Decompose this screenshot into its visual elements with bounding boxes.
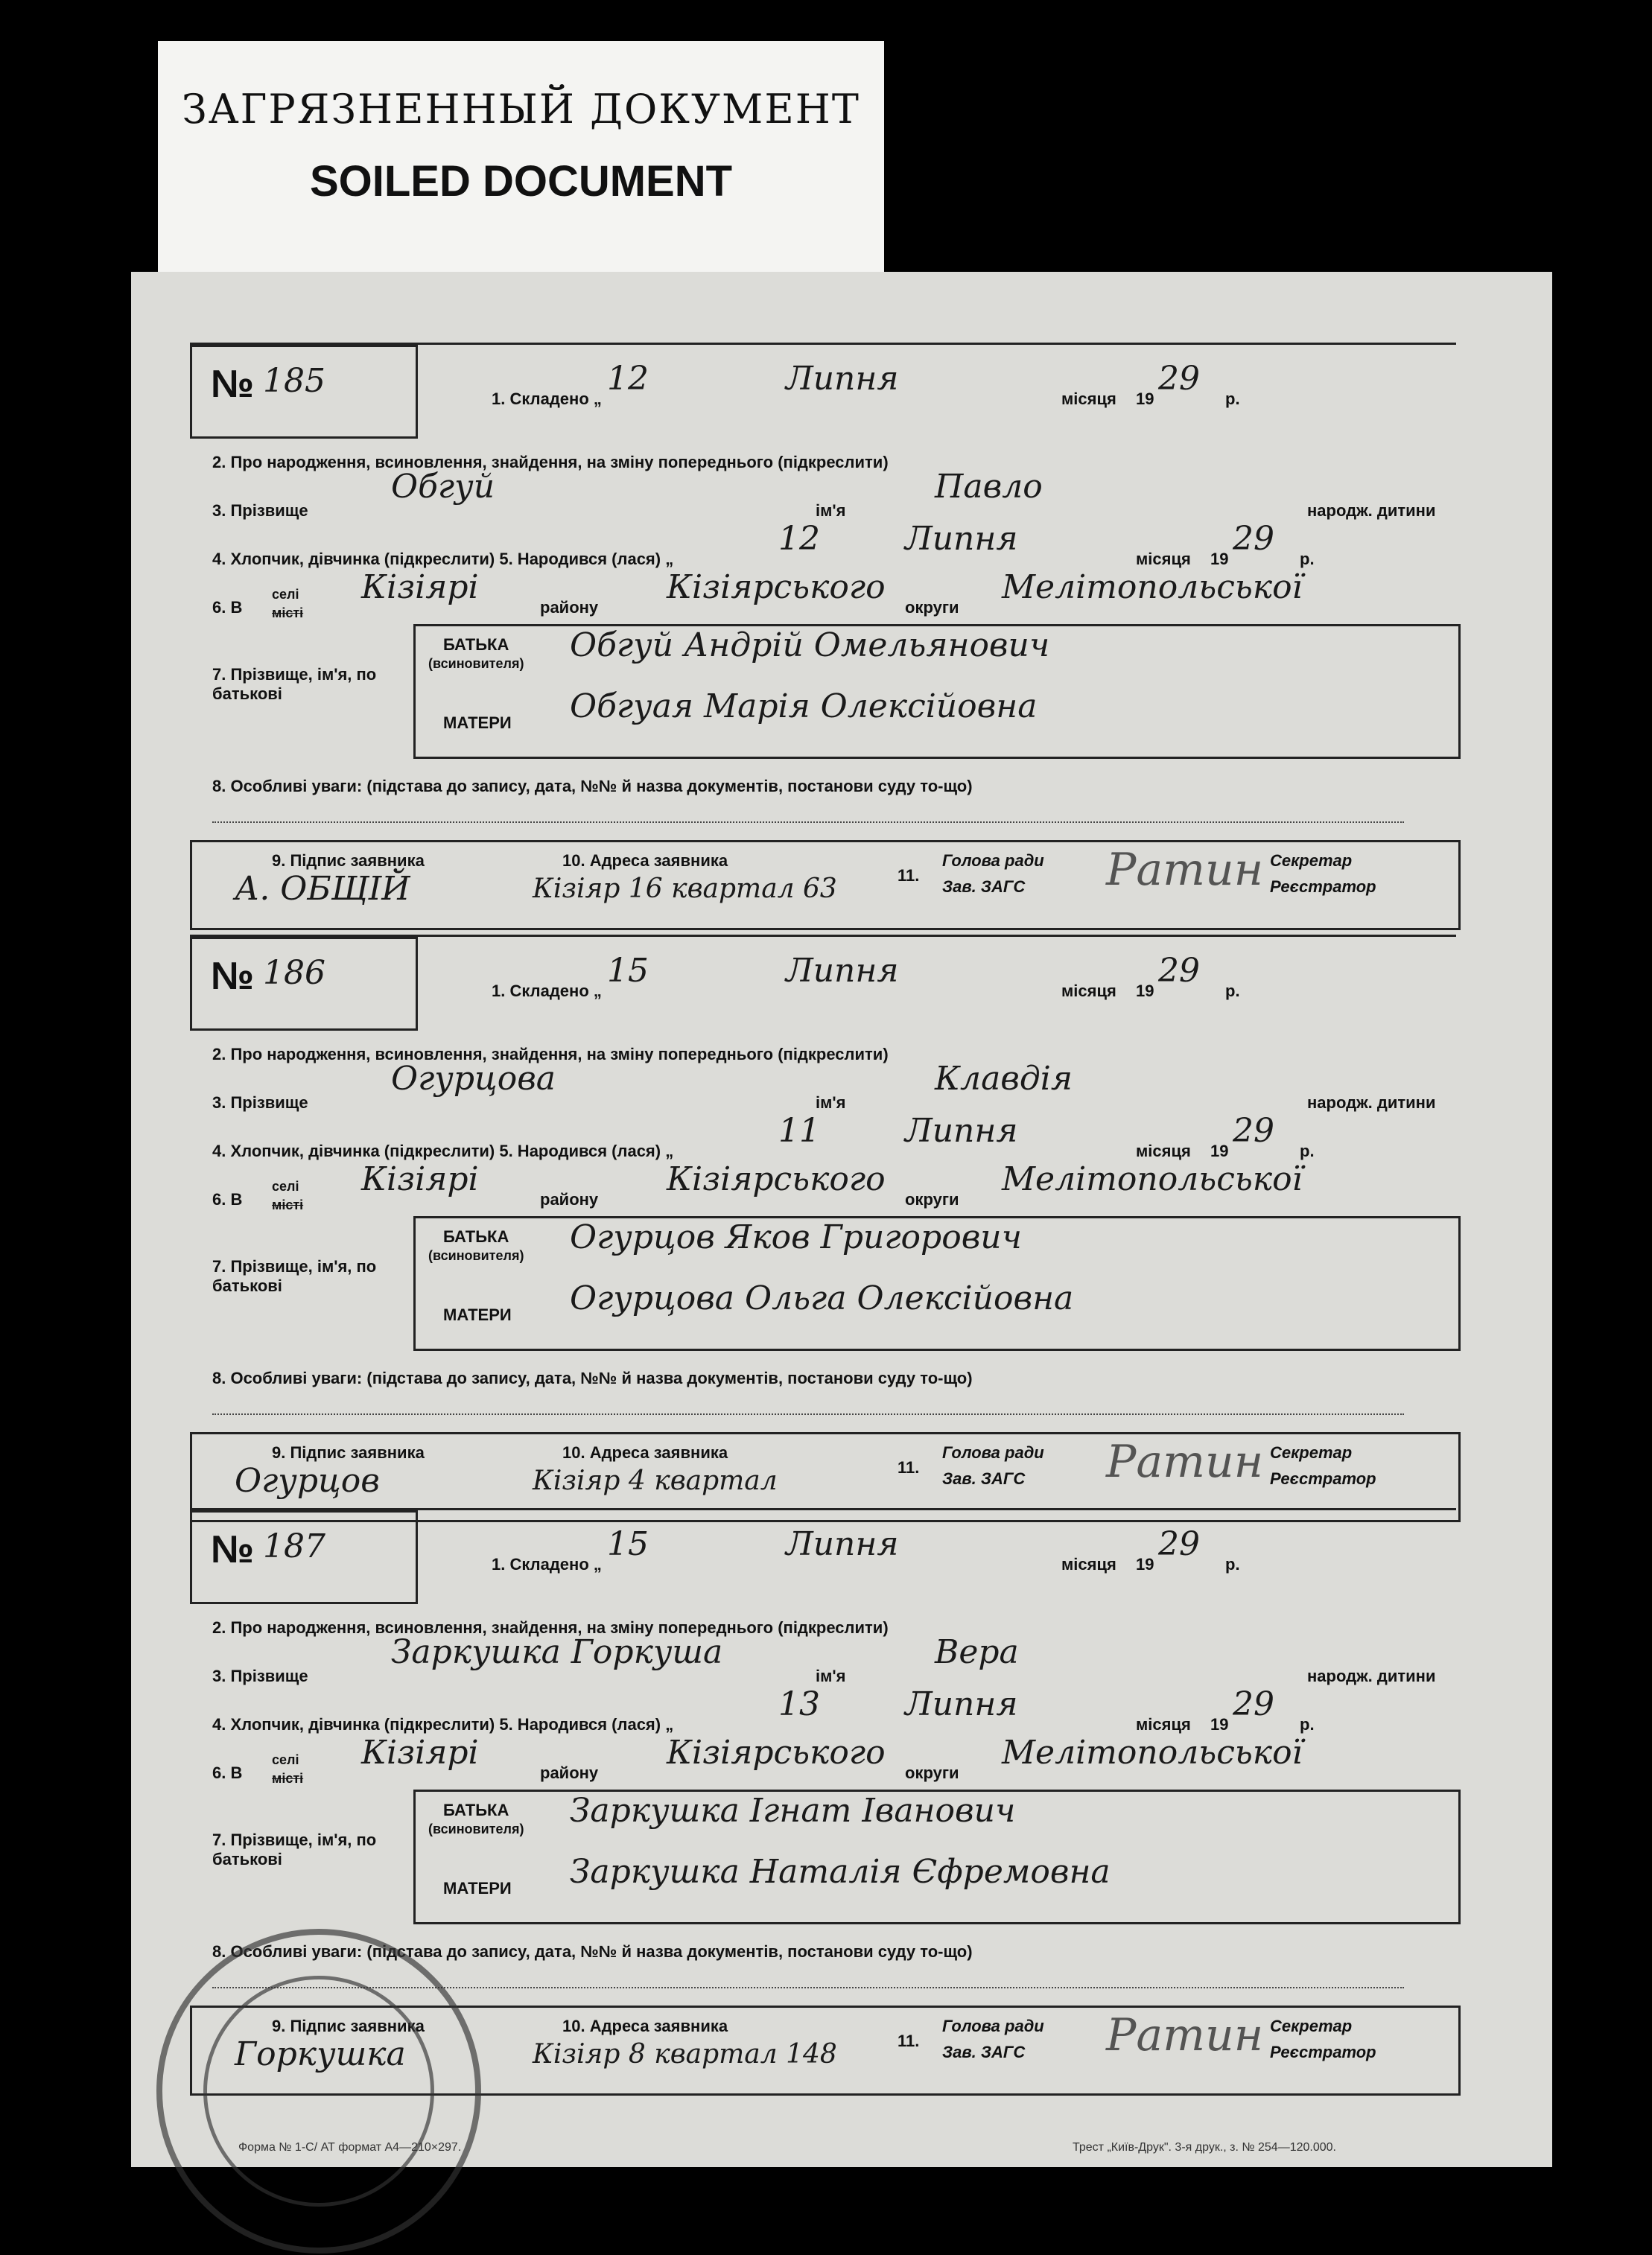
surname-value: Заркушка Горкуша [391,1633,723,1671]
name-value: Вера [935,1633,1019,1671]
official-signature: Ратин [1106,844,1264,896]
mother-value: Огурцова Ольга Олексійовна [570,1279,1074,1317]
birth-year: 29 [1233,1685,1274,1723]
label-en: SOILED DOCUMENT [309,157,733,206]
year-prefix-2: 19 [1210,550,1229,568]
okrug-label: округи [905,1763,959,1782]
month-word-2: місяця [1136,1715,1191,1734]
village-label: селі [272,1179,299,1194]
month-word-2: місяця [1136,550,1191,568]
record-number-box [190,1510,418,1604]
line-8-label: 8. Особливі уваги: (підстава до запису, дата, №№ й назва документів, постанови суду то-що) [212,1369,973,1387]
place-value: Кізіярі [361,1160,479,1198]
village-label: селі [272,587,299,602]
record-number: 185 [263,362,325,400]
head-label: Голова ради [942,1443,1044,1462]
district-value: Кізіярського [667,1734,886,1772]
field-11-label: 11. [898,2032,920,2050]
line-6-label: 6. В [212,1190,243,1209]
official-stamp [156,1929,481,2254]
year-prefix: 19 [1136,982,1154,1000]
okrug-value: Мелітопольської [1002,568,1303,606]
registrar-label: Реєстратор [1270,1469,1376,1488]
line-6-label: 6. В [212,1763,243,1782]
adopter-label: (всиновителя) [428,656,524,671]
field-11-label: 11. [898,866,920,885]
year-prefix: 19 [1136,1555,1154,1574]
village-label: селі [272,1752,299,1767]
composed-label: 1. Складено „ [492,1555,602,1574]
line-7-label: 7. Прізвище, ім'я, по батькові [212,1831,377,1868]
year-suffix: р. [1225,982,1240,1000]
father-value: Огурцов Яков Григорович [570,1218,1023,1256]
official-signature: Ратин [1106,2009,1264,2061]
official-signature: Ратин [1106,1436,1264,1488]
line-8-label: 8. Особливі уваги: (підстава до запису, дата, №№ й назва документів, постанови суду то-що) [212,777,973,795]
line-2-label: 2. Про народження, всиновлення, знайдення, на зміну попереднього (підкреслити) [212,1618,889,1637]
composed-month: Липня [786,1525,899,1563]
month-word-2: місяця [1136,1142,1191,1160]
child-label: народж. дитини [1307,501,1436,520]
record-number: 187 [263,1527,325,1565]
year-suffix: р. [1225,1555,1240,1574]
applicant-signature-label: 9. Підпис заявника [272,2017,425,2035]
surname-label: 3. Прізвище [212,501,308,520]
year-suffix: р. [1225,389,1240,408]
applicant-signature: Горкушка [235,2035,406,2073]
month-word: місяця [1061,982,1116,1000]
birth-record-2 [190,935,1456,1525]
zags-label: Зав. ЗАГС [942,1469,1026,1488]
district-label: району [540,1763,599,1782]
number-sign: № [211,363,254,406]
mother-label: МАТЕРИ [443,713,512,732]
name-label: ім'я [816,501,846,520]
line-7-label: 7. Прізвище, ім'я, по батькові [212,665,377,703]
footer-right: Трест „Київ-Друк". 3-я друк., з. № 254—120.000. [1073,2141,1336,2154]
soiled-document-label [158,41,884,287]
applicant-signature: А. ОБЩІЙ [235,870,410,908]
line-7-label: 7. Прізвище, ім'я, по батькові [212,1257,377,1295]
child-label: народж. дитини [1307,1093,1436,1112]
adopter-label: (всиновителя) [428,1248,524,1263]
applicant-address: Кізіяр 4 квартал [533,1466,778,1496]
mother-value: Обгуая Марія Олексійовна [570,687,1038,725]
composed-day: 15 [607,952,649,990]
birth-day: 11 [778,1112,820,1150]
month-word: місяця [1061,389,1116,408]
birth-day: 13 [778,1685,820,1723]
composed-label: 1. Складено „ [492,982,602,1000]
line-6-label: 6. В [212,598,243,617]
composed-year: 29 [1158,360,1200,398]
label-ru: ЗАГРЯЗНЕННЫЙ ДОКУМЕНТ [182,86,860,133]
name-label: ім'я [816,1093,846,1112]
birth-month: Липня [905,1112,1018,1150]
record-number: 186 [263,954,325,992]
zags-label: Зав. ЗАГС [942,877,1026,896]
okrug-label: округи [905,1190,959,1209]
registrar-label: Реєстратор [1270,877,1376,896]
year-prefix-2: 19 [1210,1715,1229,1734]
record-number-box [190,937,418,1031]
applicant-address-label: 10. Адреса заявника [562,1443,728,1462]
composed-day: 12 [607,360,649,398]
adopter-label: (всиновителя) [428,1822,524,1836]
birth-record-1 [190,343,1456,933]
applicant-signature-label: 9. Підпис заявника [272,851,425,870]
district-label: району [540,598,599,617]
month-word: місяця [1061,1555,1116,1574]
head-label: Голова ради [942,851,1044,870]
birth-day: 12 [778,520,820,558]
place-value: Кізіярі [361,568,479,606]
okrug-value: Мелітопольської [1002,1160,1303,1198]
zags-label: Зав. ЗАГС [942,2043,1026,2061]
district-label: району [540,1190,599,1209]
father-label: БАТЬКА [443,635,509,654]
remarks-line [212,1413,1404,1415]
applicant-address: Кізіяр 16 квартал 63 [533,874,837,904]
birth-month: Липня [905,1685,1018,1723]
mother-label: МАТЕРИ [443,1305,512,1324]
applicant-signature-label: 9. Підпис заявника [272,1443,425,1462]
secretary-label: Секретар [1270,851,1353,870]
secretary-label: Секретар [1270,1443,1353,1462]
composed-year: 29 [1158,952,1200,990]
town-label: місті [272,1771,304,1786]
year-suffix-2: р. [1300,1142,1315,1160]
line-4-label: 4. Хлопчик, дівчинка (підкреслити) 5. Народився (лася) „ [212,1715,674,1734]
composed-day: 15 [607,1525,649,1563]
child-label: народж. дитини [1307,1667,1436,1685]
year-prefix-2: 19 [1210,1142,1229,1160]
applicant-address-label: 10. Адреса заявника [562,851,728,870]
remarks-line [212,821,1404,823]
district-value: Кізіярського [667,568,886,606]
mother-label: МАТЕРИ [443,1879,512,1898]
year-suffix-2: р. [1300,550,1315,568]
registrar-label: Реєстратор [1270,2043,1376,2061]
father-value: Заркушка Ігнат Іванович [570,1792,1016,1830]
name-label: ім'я [816,1667,846,1685]
field-11-label: 11. [898,1458,920,1477]
composed-year: 29 [1158,1525,1200,1563]
mother-value: Заркушка Наталія Єфремовна [570,1853,1111,1891]
record-number-box [190,345,418,439]
secretary-label: Секретар [1270,2017,1353,2035]
year-suffix-2: р. [1300,1715,1315,1734]
district-value: Кізіярського [667,1160,886,1198]
birth-year: 29 [1233,520,1274,558]
line-2-label: 2. Про народження, всиновлення, знайдення, на зміну попереднього (підкреслити) [212,1045,889,1063]
number-sign: № [211,955,254,998]
name-value: Клавдія [935,1060,1073,1098]
okrug-label: округи [905,598,959,617]
surname-label: 3. Прізвище [212,1093,308,1112]
composed-label: 1. Складено „ [492,389,602,408]
town-label: місті [272,1198,304,1212]
okrug-value: Мелітопольської [1002,1734,1303,1772]
place-value: Кізіярі [361,1734,479,1772]
line-4-label: 4. Хлопчик, дівчинка (підкреслити) 5. Народився (лася) „ [212,550,674,568]
applicant-signature: Огурцов [235,1462,380,1500]
footer-left: Форма № 1-С/ АТ формат А4—210×297. [238,2141,462,2154]
head-label: Голова ради [942,2017,1044,2035]
father-value: Обгуй Андрій Омельянович [570,626,1050,664]
applicant-address-label: 10. Адреса заявника [562,2017,728,2035]
surname-value: Огурцова [391,1060,556,1098]
town-label: місті [272,605,304,620]
line-2-label: 2. Про народження, всиновлення, знайдення, на зміну попереднього (підкреслити) [212,453,889,471]
surname-value: Обгуй [391,468,495,506]
father-label: БАТЬКА [443,1227,509,1246]
applicant-address: Кізіяр 8 квартал 148 [533,2039,837,2070]
line-4-label: 4. Хлопчик, дівчинка (підкреслити) 5. Народився (лася) „ [212,1142,674,1160]
birth-year: 29 [1233,1112,1274,1150]
year-prefix: 19 [1136,389,1154,408]
name-value: Павло [935,468,1043,506]
surname-label: 3. Прізвище [212,1667,308,1685]
line-8-label: 8. Особливі уваги: (підстава до запису, дата, №№ й назва документів, постанови суду то-що) [212,1942,973,1961]
number-sign: № [211,1528,254,1571]
composed-month: Липня [786,360,899,398]
birth-month: Липня [905,520,1018,558]
father-label: БАТЬКА [443,1801,509,1819]
composed-month: Липня [786,952,899,990]
